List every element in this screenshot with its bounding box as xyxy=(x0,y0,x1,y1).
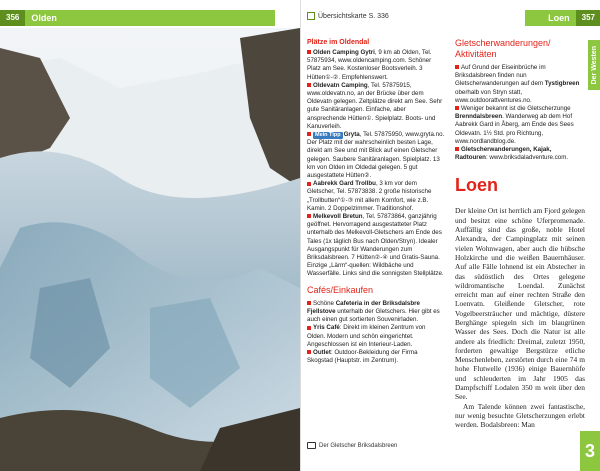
section-title-cafes: Cafés/Einkaufen xyxy=(307,284,374,295)
entry-name: Melkevoll Bretun xyxy=(313,213,363,221)
entry-pre: Schöne xyxy=(313,299,336,307)
entry-name: Outlet xyxy=(313,348,331,356)
loen-body-2: Am Talende können zwei fantastische, nur wenig besuchte Gletscherzungen erlebt werden. Bodalsbreen: Man xyxy=(455,401,585,430)
entry-pre: Weniger bekannt ist die Gletscherzunge xyxy=(461,105,571,113)
bullet-square-icon xyxy=(307,214,311,218)
list-item xyxy=(455,146,585,162)
loen-heading: Loen xyxy=(455,175,498,196)
entry-text: : Direkt im kleinen Zentrum von Olden. Modern und schön eingerichtet. Angeschlossen ist ein Interieur-Laden. xyxy=(307,324,426,348)
side-tab-label: Der Westen xyxy=(590,45,598,85)
bullet-square-icon xyxy=(307,132,311,136)
left-header-title: Olden xyxy=(31,13,57,23)
entry-name: Aabrekk Gard Trollbu xyxy=(313,180,376,188)
entry-name: Oldevatn Camping xyxy=(313,81,368,89)
list-item xyxy=(455,105,585,146)
entry-text: oberhalb von Stryn statt, www.outdoorattventures.no. xyxy=(455,88,532,104)
column-b xyxy=(455,38,585,430)
entry-name: Olden Camping Gytri xyxy=(313,49,375,56)
map-ref-icon xyxy=(307,12,315,20)
list-item xyxy=(307,324,445,349)
right-page-number: 357 xyxy=(576,10,600,26)
list-item xyxy=(455,64,585,105)
entry-name: Gletscherwanderungen, Kajak, Radtouren xyxy=(455,146,552,162)
list-item xyxy=(307,180,445,213)
entry-name: Cafeteria in der Briksdalsbre Fjellstove xyxy=(307,299,420,315)
section-title-platze: Plätze im Oldendal xyxy=(307,39,370,46)
entry-text: , 9 km ab Olden, Tel. 57875934, www.oldencamping.com. Schöner Platz am See. Kostenloser Bootsverleih. 3 Hütten①-②. Empfehlenswert. xyxy=(307,49,432,81)
chapter-number: 3 xyxy=(580,431,600,471)
right-header-title: Loen xyxy=(548,13,570,23)
camera-icon xyxy=(307,442,316,449)
entry-name: Tystigbreen xyxy=(544,80,580,88)
right-page xyxy=(300,0,600,471)
bullet-square-icon xyxy=(307,326,311,330)
entry-text: : Outdoor-Bekleidung der Firma Skogstad (Hauptstr. im Zentrum). xyxy=(307,348,418,365)
bullet-square-icon xyxy=(455,147,459,151)
activity-list xyxy=(455,64,585,162)
entry-name: Gryta xyxy=(343,131,360,139)
list-item xyxy=(307,49,445,82)
entry-text: , Tel. 57875915, www.oldevatn.no, an der Brücke über dem Oldevatn gelegen. Zeltplätze direkt am See. Sehr gute Sanitäranlagen. Einfache, aber ansprechende Hütten①. Spielplatz. Boots- und Kanuverleih. xyxy=(307,81,443,130)
left-page-number: 356 xyxy=(0,10,25,26)
list-item xyxy=(307,349,445,365)
glacier-photo xyxy=(0,28,300,471)
bullet-square-icon xyxy=(455,65,459,69)
toc-ref-text: Übersichtskarte S. 336 xyxy=(318,12,389,20)
bullet-square-icon xyxy=(455,106,459,110)
bullet-square-icon xyxy=(307,301,311,305)
left-header xyxy=(0,10,275,26)
list-item xyxy=(307,300,445,325)
bullet-square-icon xyxy=(307,350,311,354)
entry-text: : www.briksdaladventure.com. xyxy=(485,154,569,162)
side-tab xyxy=(588,40,600,90)
cafe-list xyxy=(307,300,445,366)
entry-pre: Auf Grund der Eiseinbrüche im Briksdalsbreen finden nun Gletscherwanderungen auf dem xyxy=(455,64,546,88)
entry-text: unterhalb der Gletschers. Hier gibt es auch einen gut sortierten Souvenirladen. xyxy=(307,307,440,324)
photo-caption-text: Der Gletscher Briksdalsbreen xyxy=(319,442,398,449)
list-item xyxy=(307,213,445,279)
text-columns xyxy=(307,38,586,471)
entry-text: . Wanderweg ab dem Hof Aabrekk Gard in Åberg, am Ende des Sees Oldevatn. 1½ Std. pro Richtung, www.nordlandblog.de. xyxy=(455,113,574,145)
bullet-square-icon xyxy=(307,50,311,54)
entry-text: , Tel. 57873864, ganzjährig geöffnet. Hervorragend ausgestatteter Platz unterhalb des Melkevoll-Gletschers am Ende des Tales (1x täglich Bus nach Olden/Stryn). Idealer Ausgangspunkt für Wanderungen zum Briksdalsbreen. 7 Hütten②-④ und Gratis-Sauna. Einzige „Lärm“-quellen: Wildbäche und Wasserfälle. Links sind die sonnigsten Stellplätze. xyxy=(307,213,444,278)
entry-name: Brenndalsbreen xyxy=(455,113,503,121)
campsite-list xyxy=(307,49,445,279)
entry-text: , 3 km vor dem Gletscher, Tel. 57873838. 2 große historische „Trollbutten“①-③ mit allem Komfort, wie z.B. Kamin. 2 Doppelzimmer. Traditionshof. xyxy=(307,180,432,212)
list-item xyxy=(307,131,445,180)
toc-reference xyxy=(307,12,389,20)
bullet-square-icon xyxy=(307,83,311,87)
tip-badge: Mein Tipp xyxy=(315,132,341,139)
loen-body: Der kleine Ort ist herrlich am Fjord gelegen und besitzt eine schöne Uferpromenade. Auffällig sind das große, noble Hotel Alexandra, der Campingplatz mit seinen vielen Wohnwagen, aber auch die hübsche Holzkirche und die weißen Bauernhäuser. Auf alle Fälle lohnend ist ein Abstecher in das südöstlich des Ortes gelegene wildromantische Loendal. Zunächst erreicht man auf einer rechten Straße den Loenvatn. Gleißende Gletscher, rote Vogelbeersträucher und mächtige, düstere Berghänge spiegeln sich im blaugrünen Wasser des Sees. Doch die Natur ist alle andere als friedlich: Dreimal, zuletzt 1950, forderten gewaltige Bergstürze etliche Menschenleben, zerstörten durch eine 74 m hohe Flutwelle (1936) einige Bauernhöfe und schleuderten im Jahr 1905 das Dampfschiff Lodalen 350 m weit über den See. xyxy=(455,206,585,402)
list-item xyxy=(307,82,445,131)
column-a xyxy=(307,38,445,365)
entry-text: , Tel. 57875950, www.gryta.no. Der Platz mit der wahrscheinlich besten Lage, direkt am See und mit Blick auf einen Gletscher gelegen. Saubere Sanitäranlagen. Spielplatz. 13 km von Olden im Oldedal gelegen. 5 gut ausgestattete Hütten②. xyxy=(307,131,445,180)
right-header xyxy=(525,10,600,26)
section-title-gletscher: Gletscherwanderungen/ Aktivitäten xyxy=(455,38,551,59)
bullet-square-icon xyxy=(307,182,311,186)
photo-caption xyxy=(307,442,397,449)
entry-name: Yris Café xyxy=(313,324,340,332)
